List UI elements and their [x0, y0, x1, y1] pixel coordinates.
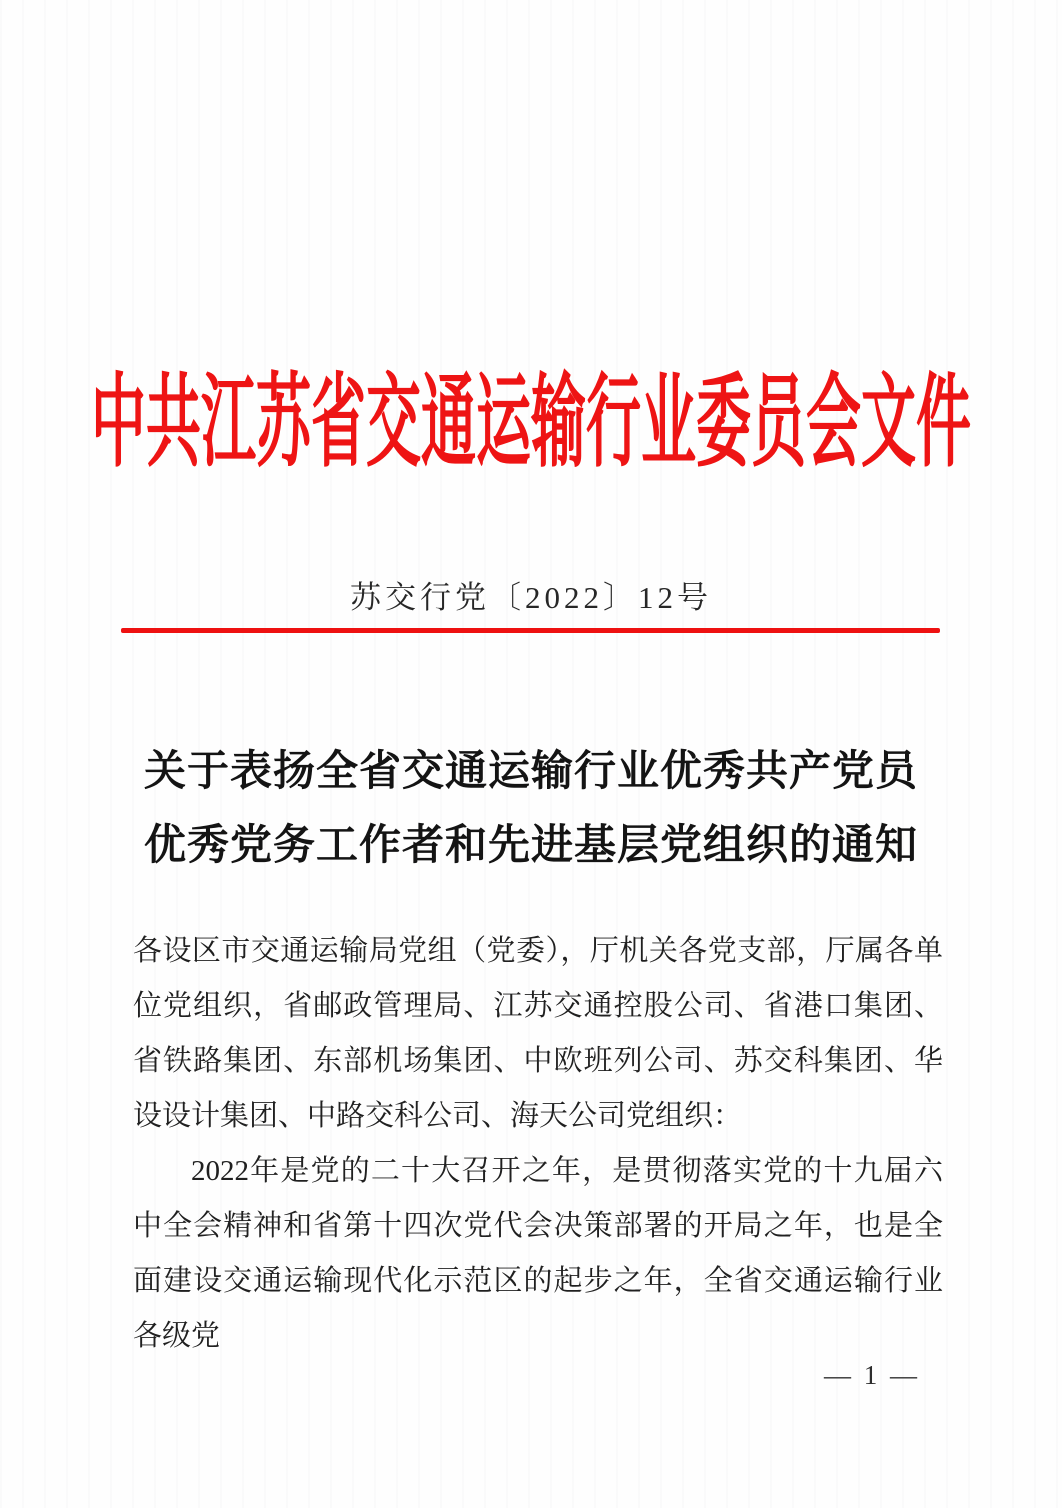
doc-title-line1: 关于表扬全省交通运输行业优秀共产党员	[143, 749, 918, 795]
body-text	[133, 924, 943, 1364]
org-header-title: 中共江苏省交通运输行业委员会文件	[90, 366, 971, 480]
doc-title-line2: 优秀党务工作者和先进基层党组织的通知	[143, 823, 918, 869]
doc-number: 苏交行党〔2022〕12号	[350, 580, 712, 615]
page-number: — 1 —	[824, 1360, 920, 1390]
body-paragraph-intro: 2022年是党的二十大召开之年，是贯彻落实党的十九届六中全会精神和省第十四次党代会决策部署的开局之年，也是全面建设交通运输现代化示范区的起步之年，全省交通运输行业各级党	[133, 1155, 943, 1352]
doc-title	[0, 735, 1062, 883]
body-paragraph-recipients: 各设区市交通运输局党组（党委），厅机关各党支部，厅属各单位党组织，省邮政管理局、江苏交通控股公司、省港口集团、省铁路集团、东部机场集团、中欧班列公司、苏交科集团、华设设计集团、中路交科公司、海天公司党组织：	[133, 935, 943, 1132]
red-divider-rule	[121, 628, 940, 633]
